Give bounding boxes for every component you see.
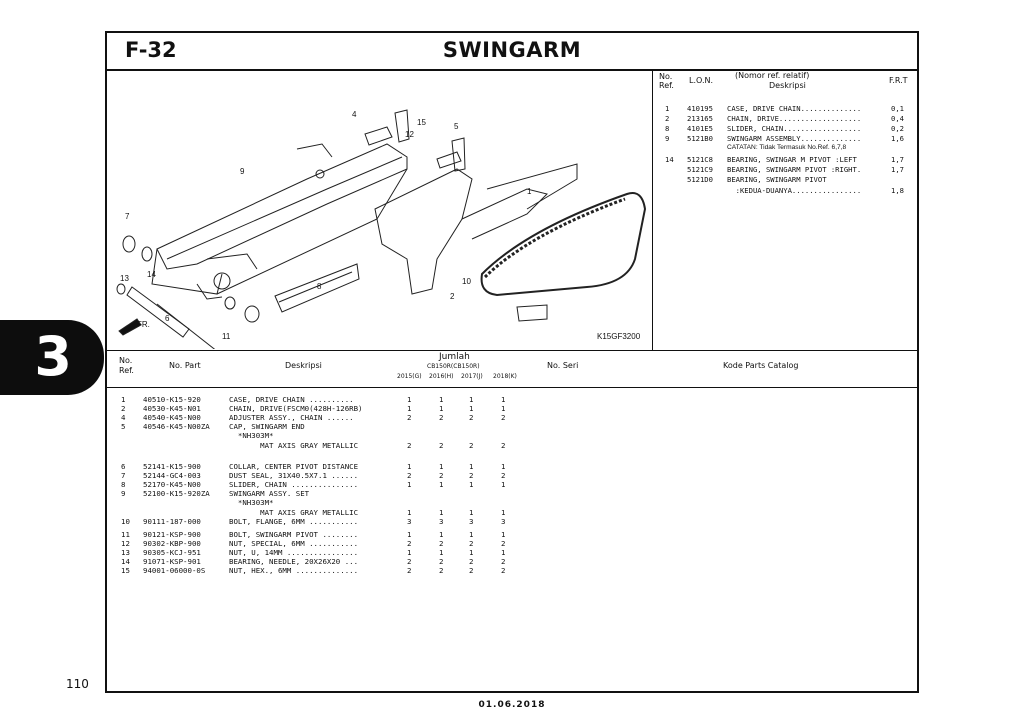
callout-13: 13 <box>120 274 129 283</box>
part-description: *NH303M* <box>229 498 274 507</box>
qty-2015: 2 <box>407 413 412 422</box>
callout-10: 10 <box>462 277 471 286</box>
part-description: DUST SEAL, 31X40.5X7.1 ...... <box>229 471 359 480</box>
part-ref-no: 12 <box>121 539 130 548</box>
reference-note: CATATAN: Tidak Termasuk No.Ref. 6,7,8 <box>727 144 847 151</box>
fr-direction-label: FR. <box>137 320 150 329</box>
qty-2015: 2 <box>407 566 412 575</box>
qty-2015: 2 <box>407 441 412 450</box>
ref-lon: 5121C9 <box>687 165 713 174</box>
part-ref-no: 8 <box>121 480 126 489</box>
ref-no: 9 <box>665 134 670 143</box>
qty-2017: 1 <box>469 508 474 517</box>
part-ref-no: 11 <box>121 530 130 539</box>
qty-2015: 1 <box>407 480 412 489</box>
page-title: SWINGARM <box>442 38 582 62</box>
callout-1: 1 <box>527 187 532 196</box>
qty-2017: 1 <box>469 404 474 413</box>
part-ref-no: 10 <box>121 517 130 526</box>
part-ref-no: 14 <box>121 557 130 566</box>
section-tab-number: 3 <box>34 325 72 388</box>
page-number: 110 <box>66 677 89 691</box>
callout-12: 12 <box>405 130 414 139</box>
part-ref-no: 4 <box>121 413 126 422</box>
reference-row <box>653 104 917 114</box>
part-description: MAT AXIS GRAY METALLIC <box>229 508 359 517</box>
qty-2016: 1 <box>439 480 444 489</box>
ref-no: 1 <box>665 104 670 113</box>
parts-page-frame <box>105 31 919 693</box>
ref-no: 8 <box>665 124 670 133</box>
qty-2015: 1 <box>407 395 412 404</box>
part-ref-no: 7 <box>121 471 126 480</box>
year-2016-header: 2016(H) <box>429 373 454 380</box>
ref-no: 14 <box>665 155 674 164</box>
ref-desc: BEARING, SWINGARM PIVOT :RIGHT. <box>727 165 862 174</box>
qty-2015: 1 <box>407 508 412 517</box>
part-ref-no: 9 <box>121 489 126 498</box>
reference-note-row <box>653 144 917 154</box>
parts-no-ref-header: No. Ref. <box>119 356 134 375</box>
ref-desc: BEARING, SWINGARM PIVOT <box>727 175 827 184</box>
callout-5: 5 <box>454 122 459 131</box>
reference-row <box>653 134 917 144</box>
ref-no: 2 <box>665 114 670 123</box>
section-tab <box>0 320 104 395</box>
qty-2017: 2 <box>469 566 474 575</box>
qty-2015: 2 <box>407 471 412 480</box>
reference-row <box>653 155 917 165</box>
part-number: 52100-K15-920ZA <box>143 489 210 498</box>
qty-2017: 2 <box>469 441 474 450</box>
qty-2016: 1 <box>439 508 444 517</box>
qty-2016: 2 <box>439 471 444 480</box>
qty-2018: 1 <box>501 462 506 471</box>
callout-8: 8 <box>317 282 322 291</box>
qty-2016: 1 <box>439 462 444 471</box>
no-seri-header: No. Seri <box>547 361 579 370</box>
qty-2016: 1 <box>439 404 444 413</box>
qty-2017: 2 <box>469 539 474 548</box>
qty-2016: 2 <box>439 557 444 566</box>
parts-desc-header: Deskripsi <box>285 361 322 370</box>
table-row <box>107 566 917 576</box>
qty-2015: 1 <box>407 530 412 539</box>
page-header <box>107 33 917 71</box>
qty-2016: 1 <box>439 548 444 557</box>
desc-header: Deskripsi <box>769 81 806 90</box>
ref-lon: 213165 <box>687 114 713 123</box>
part-number: 52141-K15-900 <box>143 462 201 471</box>
qty-2016: 2 <box>439 413 444 422</box>
qty-2018: 2 <box>501 557 506 566</box>
ref-lon: 5121D0 <box>687 175 713 184</box>
qty-2018: 1 <box>501 548 506 557</box>
reference-row <box>653 165 917 175</box>
part-ref-no: 5 <box>121 422 126 431</box>
part-description: BOLT, SWINGARM PIVOT ........ <box>229 530 359 539</box>
qty-2017: 1 <box>469 548 474 557</box>
ref-desc: :KEDUA-DUANYA................ <box>727 186 862 195</box>
reference-row <box>653 186 917 196</box>
qty-2017: 1 <box>469 462 474 471</box>
qty-2018: 2 <box>501 471 506 480</box>
part-description: CHAIN, DRIVE(FSCM0(428H-126RB) <box>229 404 363 413</box>
qty-2018: 2 <box>501 441 506 450</box>
jumlah-header: Jumlah <box>439 352 470 362</box>
qty-2015: 1 <box>407 462 412 471</box>
ref-frt: 1,6 <box>891 134 904 143</box>
callout-4: 4 <box>352 110 357 119</box>
part-description: SWINGARM ASSY. SET <box>229 489 310 498</box>
qty-2016: 1 <box>439 395 444 404</box>
ref-lon: 5121C8 <box>687 155 713 164</box>
part-description: SLIDER, CHAIN ............... <box>229 480 359 489</box>
qty-2017: 2 <box>469 557 474 566</box>
callout-11: 11 <box>222 332 231 341</box>
ref-lon: 410195 <box>687 104 713 113</box>
ref-frt: 0,4 <box>891 114 904 123</box>
parts-table-header <box>107 351 917 388</box>
qty-2018: 2 <box>501 566 506 575</box>
ref-no-header: No. Ref. <box>659 72 674 90</box>
part-description: ADJUSTER ASSY., CHAIN ...... <box>229 413 354 422</box>
qty-2016: 2 <box>439 539 444 548</box>
callout-6: 6 <box>165 314 170 323</box>
part-number: 90111-187-000 <box>143 517 201 526</box>
callout-2: 2 <box>450 292 455 301</box>
part-ref-no: 13 <box>121 548 130 557</box>
figure-code: F-32 <box>125 38 177 62</box>
year-2018-header: 2018(K) <box>493 373 517 380</box>
qty-2017: 1 <box>469 530 474 539</box>
year-2015-header: 2015(G) <box>397 373 422 380</box>
qty-2016: 1 <box>439 530 444 539</box>
ref-desc: CHAIN, DRIVE................... <box>727 114 862 123</box>
qty-2015: 2 <box>407 539 412 548</box>
part-number: 52144-GC4-003 <box>143 471 201 480</box>
part-ref-no: 6 <box>121 462 126 471</box>
part-ref-no: 1 <box>121 395 126 404</box>
part-number: 40530-K45-N01 <box>143 404 201 413</box>
qty-2017: 2 <box>469 413 474 422</box>
footer-date: 01.06.2018 <box>478 700 546 710</box>
ref-desc: SLIDER, CHAIN.................. <box>727 124 862 133</box>
part-description: COLLAR, CENTER PIVOT DISTANCE <box>229 462 359 471</box>
lon-header: L.O.N. <box>689 76 714 85</box>
part-ref-no: 2 <box>121 404 126 413</box>
qty-2017: 3 <box>469 517 474 526</box>
part-description: MAT AXIS GRAY METALLIC <box>229 441 359 450</box>
qty-2015: 3 <box>407 517 412 526</box>
part-ref-no: 15 <box>121 566 130 575</box>
qty-2018: 3 <box>501 517 506 526</box>
qty-2018: 1 <box>501 480 506 489</box>
part-description: CASE, DRIVE CHAIN .......... <box>229 395 354 404</box>
table-row <box>107 431 917 441</box>
part-number: 40540-K45-N00 <box>143 413 201 422</box>
part-number: 40546-K45-N00ZA <box>143 422 210 431</box>
swingarm-drawing <box>107 69 651 349</box>
ref-frt: 0,2 <box>891 124 904 133</box>
ref-lon: 5121B0 <box>687 134 713 143</box>
part-number: 91071-KSP-901 <box>143 557 201 566</box>
part-description: NUT, U, 14MM ................ <box>229 548 359 557</box>
qty-2018: 1 <box>501 404 506 413</box>
part-number: 90305-KCJ-951 <box>143 548 201 557</box>
reference-table <box>653 69 917 351</box>
exploded-diagram <box>107 69 653 351</box>
catalog-header: Kode Parts Catalog <box>723 361 799 370</box>
qty-2018: 1 <box>501 530 506 539</box>
qty-2016: 3 <box>439 517 444 526</box>
callout-7: 7 <box>125 212 130 221</box>
qty-2018: 1 <box>501 395 506 404</box>
part-number: 52170-K45-N00 <box>143 480 201 489</box>
part-number: 90302-KBP-900 <box>143 539 201 548</box>
ref-frt: 1,8 <box>891 186 904 195</box>
part-description: NUT, SPECIAL, 6MM ........... <box>229 539 359 548</box>
desc-top-header: (Nomor ref. relatif) <box>735 71 810 80</box>
figure-code-label: K15GF3200 <box>597 332 641 341</box>
qty-2018: 1 <box>501 508 506 517</box>
qty-2015: 1 <box>407 404 412 413</box>
no-part-header: No. Part <box>169 361 201 370</box>
callout-14: 14 <box>147 270 156 279</box>
part-description: *NH303M* <box>229 431 274 440</box>
frt-header: F.R.T <box>889 76 908 85</box>
qty-2018: 2 <box>501 539 506 548</box>
part-number: 90121-KSP-900 <box>143 530 201 539</box>
qty-2017: 2 <box>469 471 474 480</box>
qty-2017: 1 <box>469 395 474 404</box>
qty-2015: 1 <box>407 548 412 557</box>
qty-2015: 2 <box>407 557 412 566</box>
table-row <box>107 441 917 451</box>
ref-desc: BEARING, SWINGAR M PIVOT :LEFT <box>727 155 857 164</box>
model-header: CB150R(CB150R) <box>427 363 480 370</box>
ref-desc: SWINGARM ASSEMBLY.............. <box>727 134 862 143</box>
part-description: BEARING, NEEDLE, 20X26X20 ... <box>229 557 359 566</box>
reference-row <box>653 124 917 134</box>
reference-row <box>653 175 917 185</box>
part-description: NUT, HEX., 6MM .............. <box>229 566 359 575</box>
part-description: CAP, SWINGARM END <box>229 422 305 431</box>
callout-15: 15 <box>417 118 426 127</box>
ref-frt: 0,1 <box>891 104 904 113</box>
qty-2017: 1 <box>469 480 474 489</box>
table-row <box>107 498 917 508</box>
part-number: 40510-K15-920 <box>143 395 201 404</box>
part-number: 94001-06000-0S <box>143 566 206 575</box>
year-2017-header: 2017(J) <box>461 373 483 380</box>
qty-2016: 2 <box>439 441 444 450</box>
reference-row <box>653 114 917 124</box>
table-row <box>107 517 917 527</box>
qty-2018: 2 <box>501 413 506 422</box>
ref-frt: 1,7 <box>891 165 904 174</box>
qty-2016: 2 <box>439 566 444 575</box>
ref-lon: 4101E5 <box>687 124 713 133</box>
reference-header <box>653 69 917 93</box>
callout-9: 9 <box>240 167 245 176</box>
ref-desc: CASE, DRIVE CHAIN.............. <box>727 104 862 113</box>
ref-frt: 1,7 <box>891 155 904 164</box>
part-description: BOLT, FLANGE, 6MM ........... <box>229 517 359 526</box>
